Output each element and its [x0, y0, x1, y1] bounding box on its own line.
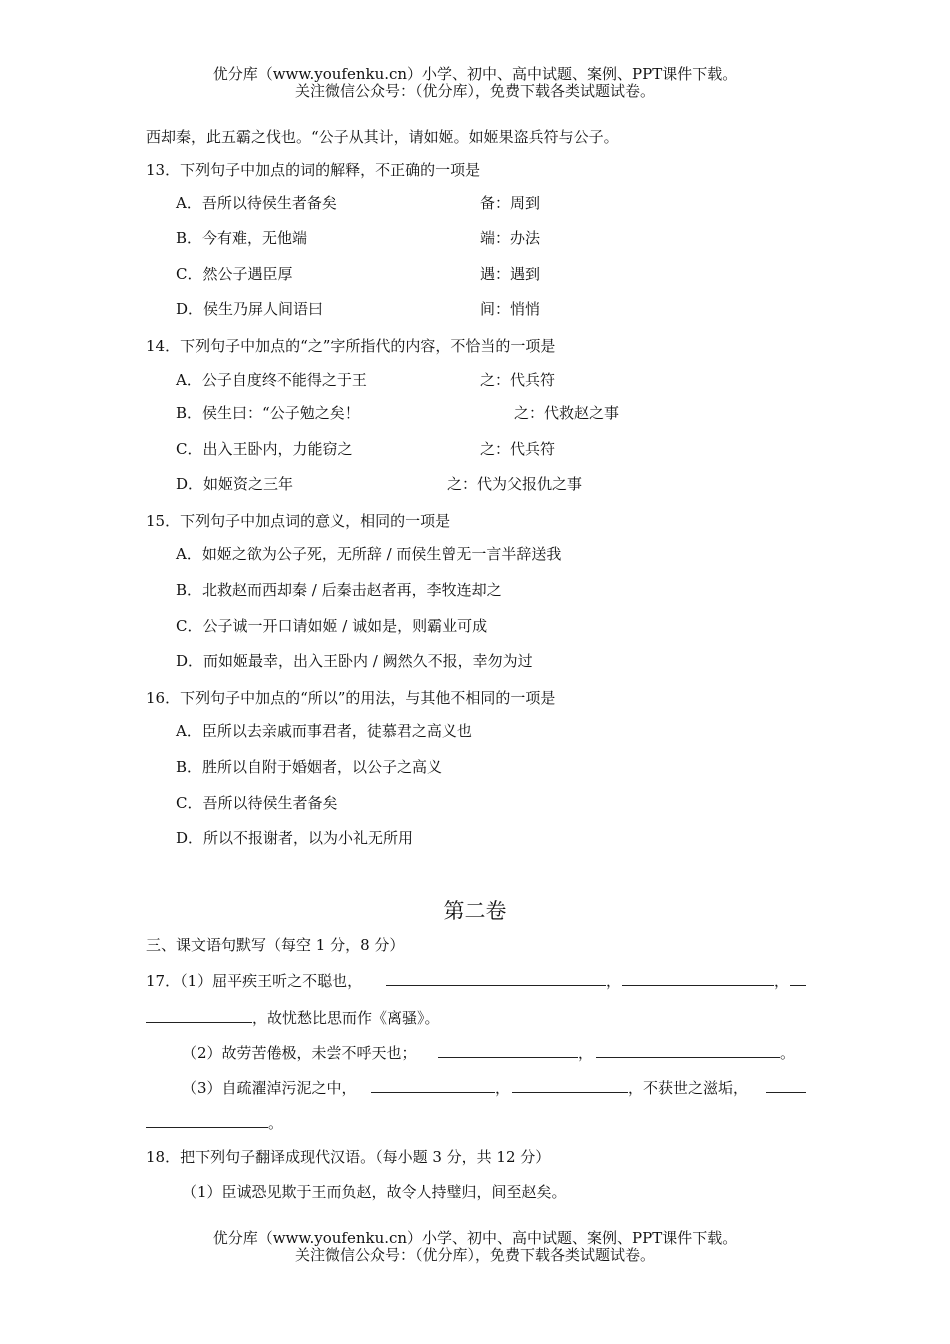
q13-option-b-note: 端：办法	[480, 229, 541, 247]
header-line-2: 关注微信公众号：（优分库），免费下载各类试题试卷。	[294, 82, 655, 100]
q13-option-a-note: 备：周到	[480, 194, 541, 212]
q13-option-c-note: 遇：遇到	[480, 265, 541, 283]
fill-blank-8-start[interactable]	[766, 1078, 806, 1093]
fill-blank-8-end[interactable]	[146, 1113, 268, 1128]
fill-blank-6[interactable]	[371, 1078, 495, 1093]
fill-blank-5[interactable]	[596, 1043, 780, 1058]
fill-blank-1[interactable]	[386, 971, 606, 986]
footer-line-2: 关注微信公众号：（优分库），免费下载各类试题试卷。	[294, 1246, 655, 1264]
header-line-1: 优分库（www.youfenku.cn）小学、初中、高中试题、案例、PPT课件下载。	[212, 65, 738, 83]
q14-option-d-note: 之：代为父报仇之事	[447, 475, 583, 493]
fill-blank-3-start[interactable]	[790, 971, 806, 986]
volume-title: 第二卷	[443, 899, 507, 923]
page-footer	[0, 1230, 950, 1264]
q13-option-d-note: 间：悄悄	[480, 300, 541, 318]
page-header	[0, 66, 950, 100]
fill-blank-7[interactable]	[512, 1078, 628, 1093]
q14-option-b-note: 之：代救赵之事	[514, 404, 620, 422]
footer-line-1: 优分库（www.youfenku.cn）小学、初中、高中试题、案例、PPT课件下载。	[212, 1229, 738, 1247]
fill-blank-3-end[interactable]	[146, 1008, 252, 1023]
q14-option-a-note: 之：代兵符	[480, 371, 556, 389]
fill-blank-4[interactable]	[438, 1043, 578, 1058]
fill-blank-2[interactable]	[622, 971, 774, 986]
q14-option-c-note: 之：代兵符	[480, 440, 556, 458]
